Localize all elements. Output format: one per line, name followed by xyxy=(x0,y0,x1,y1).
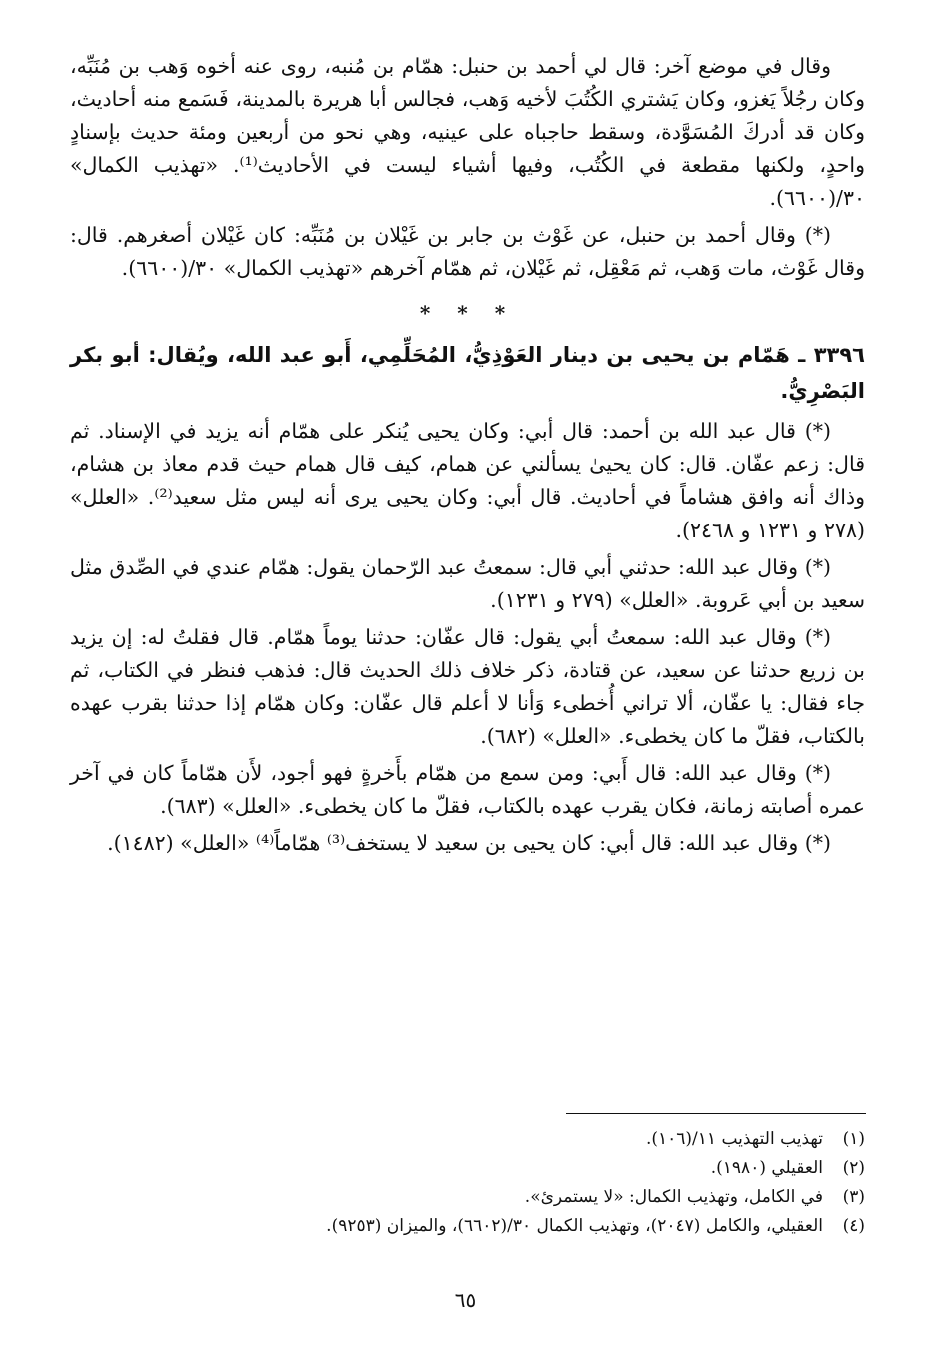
page-body xyxy=(70,50,865,864)
footnote-number: (٢) xyxy=(842,1158,865,1178)
footnote-text: تهذيب التهذيب ١١/(١٠٦). xyxy=(645,1129,823,1149)
paragraph-4: (*) وقال عبد الله: حدثني أبي قال: سمعتُ عبد الرّحمان يقول: همّام عندي في الصِّدق مثل سعيد بن أبي عَروبة. «العلل» (٢٧٩ و ١٢٣١). xyxy=(70,555,865,612)
footnote-text: العقيلي، والكامل (٢٠٤٧)، وتهذيب الكمال ٣٠/(٦٦٠٢)، والميزان (٩٢٥٣). xyxy=(326,1216,823,1236)
footnote-number: (٣) xyxy=(842,1187,865,1207)
paragraph-2: (*) وقال أحمد بن حنبل، عن غَوْث بن جابر بن غَيْلان بن مُنَبِّه: كان غَيْلان أصغرهم. قال: وقال غَوْث، مات وَهب، ثم مَعْقِل، ثم غَيْلان، ثم همّام آخرهم «تهذيب الكمال» ٣٠/(٦٦٠٠). xyxy=(70,223,865,280)
page-number: ٦٥ xyxy=(454,1288,477,1312)
entry-heading: ٣٣٩٦ ـ هَمّام بن يحيى بن دينار العَوْذِيُّ، المُحَلِّمِي، أَبو عبد الله، ويُقال: أبو بكر البَصْرِيُّ. xyxy=(70,343,865,403)
footnote-divider xyxy=(566,1113,866,1114)
paragraph-1: وقال في موضع آخر: قال لي أحمد بن حنبل: همّام بن مُنبه، روى عنه أخوه وَهب بن مُنَبِّه، وكان رجُلاً يَغزو، وكان يَشتري الكُتُبَ لأخيه وَهب، فجالس أبا هريرة بالمدينة، فَسَمع منه أحاديث، وكان قد أدركَ المُسَوَّدة، وسقط حاجباه على عينيه، وهي نحو من أربعين ومئة حديث بإسنادٍ واحدٍ، ولكنها مقطعة في الكُتُب، وفيها أشياء ليست في الأحاديث⁽¹⁾. «تهذيب الكمال» ٣٠/(٦٦٠٠). xyxy=(70,54,865,210)
footnote-text: في الكامل، وتهذيب الكمال: «لا يستمرئ». xyxy=(524,1187,823,1207)
footnote-number: (١) xyxy=(842,1129,865,1149)
paragraph-7: (*) وقال عبد الله: قال أبي: كان يحيى بن سعيد لا يستخف⁽³⁾ همّاماً⁽⁴⁾ «العلل» (١٤٨٢). xyxy=(107,831,831,855)
footnote xyxy=(70,1125,865,1154)
paragraph-5: (*) وقال عبد الله: سمعتُ أبي يقول: قال عفّان: حدثنا يوماً همّام. قال فقلتُ له: إن يزيد بن زريع حدثنا عن سعيد، عن قتادة، ذكر خلاف ذلك الحديث قال: فذهب فنظر في الكتاب، ثم جاء فقال: يا عفّان، ألا تراني أُخطىء وَأنا لا أعلم قال عفّان: وكان همّام إذا حدثنا بقرب عهده بالكتاب، فقلّ ما كان يخطىء. «العلل» (٦٨٢). xyxy=(70,625,865,748)
footnotes xyxy=(70,1125,865,1241)
footnote xyxy=(70,1154,865,1183)
footnote-number: (٤) xyxy=(842,1216,865,1236)
paragraph-6: (*) وقال عبد الله: قال أَبي: ومن سمع من همّام بأَخرةٍ فهو أجود، لأَن همّاماً كان في آخر عمره أصابته زمانة، فكان يقرب عهده بالكتاب، فقلّ ما كان يخطىء. «العلل» (٦٨٣). xyxy=(70,761,865,818)
footnote xyxy=(70,1183,865,1212)
footnote-text: العقيلي (١٩٨٠). xyxy=(710,1158,823,1178)
footnote xyxy=(70,1212,865,1241)
paragraph-3: (*) قال عبد الله بن أحمد: قال أبي: وكان يحيى يُنكر على همّام أنه يزيد في الإسناد. ثم قال: زعم عفّان. قال: كان يحيىٰ يسألني عن همام، كيف قال همام حيث قدم معاذ بن هشام، وذاك أنه وافق هشاماً في أحاديث. قال أبي: وكان يحيى يرى أنه ليس مثل سعيد⁽²⁾. «العلل» (٢٧٨ و ١٢٣١ و ٢٤٦٨). xyxy=(70,419,865,542)
section-separator: * * * xyxy=(419,301,516,325)
